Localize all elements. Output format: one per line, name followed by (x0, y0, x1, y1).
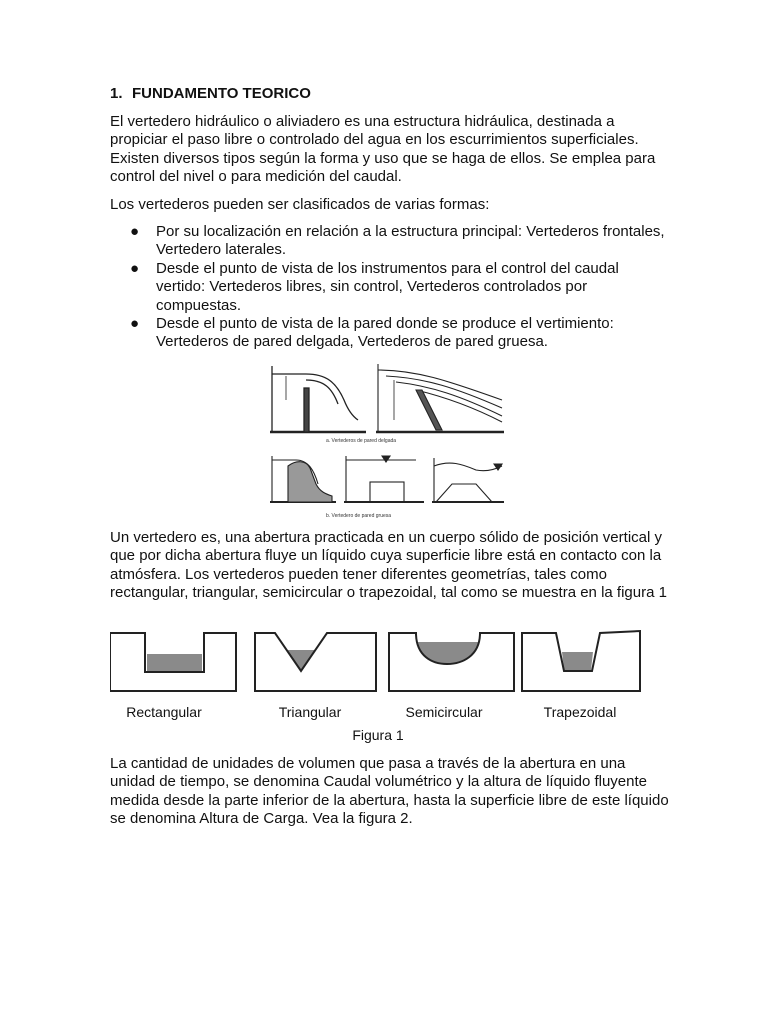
figure-1-caption: Figura 1 (352, 727, 404, 743)
list-item-text: Desde el punto de vista de los instrumentos para el control del caudal vertido: Vertederos libres, sin control, Vertederos controlados por compuestas. (156, 259, 619, 314)
bullet-icon: ● (130, 315, 140, 333)
bullet-icon: ● (130, 259, 140, 277)
list-item (110, 260, 670, 315)
figure-1-weir-geometries (110, 628, 650, 746)
rectangular-weir-shape (110, 633, 236, 691)
paragraph-flow-definition: La cantidad de unidades de volumen que pasa a través de la abertura en una unidad de tiempo, se denomina Caudal volumétrico y la altura de líquido fluyente medida desde la parte inferior de la abertura, hasta la superficie libre de este líquido se denomina Altura de Carga. Vea la figura 2. (110, 755, 669, 828)
section-title: FUNDAMENTO TEORICO (132, 85, 311, 102)
triangular-weir-shape (255, 633, 376, 691)
label-triangular: Triangular (278, 704, 342, 720)
broad-crested-weir-sketch-3 (432, 458, 504, 502)
trapezoidal-weir-shape (522, 631, 640, 691)
section-number: 1. (110, 85, 123, 102)
weir-types-figure (266, 360, 506, 520)
list-item-text: Por su localización en relación a la estructura principal: Vertederos frontales, Vertedero laterales. (156, 223, 665, 259)
paragraph-definition: El vertedero hidráulico o aliviadero es una estructura hidráulica, destinada a propiciar el paso libre o controlado del agua en los escurrimientos superficiales. Existen diversos tipos según la forma y uso que se haga de ellos. Se emplea para control del nivel o para medición del caudal. (110, 113, 656, 186)
list-item-text: Desde el punto de vista de la pared donde se produce el vertimiento: Vertederos de pared delgada, Vertederos de pared gruesa. (156, 315, 614, 351)
paragraph-weir-definition: Un vertedero es, una abertura practicada en un cuerpo sólido de posición vertical y que por dicha abertura fluye un líquido cuya superficie libre está en contacto con la atmósfera. Los vertederos pueden tener diferentes geometrías, tales como rectangular, triangular, semicircular o trapezoidal, tal como se muestra en la figura 1 (110, 529, 667, 602)
label-trapezoidal: Trapezoidal (543, 704, 617, 720)
thin-wall-caption: a. Vertederos de pared delgada (326, 438, 397, 444)
thin-wall-weir-sketch-1 (270, 366, 366, 432)
paragraph-classification-intro: Los vertederos pueden ser clasificados de varias formas: (110, 196, 490, 213)
thin-wall-weir-sketch-2 (376, 364, 504, 432)
label-rectangular: Rectangular (126, 704, 202, 720)
broad-crested-caption: b. Vertedero de pared gruesa (326, 513, 392, 519)
broad-crested-weir-sketch-1 (270, 456, 336, 502)
broad-crested-weir-sketch-2 (344, 456, 424, 502)
bullet-icon: ● (130, 223, 140, 240)
semicircular-weir-shape (389, 633, 514, 691)
label-semicircular: Semicircular (405, 704, 483, 720)
classification-list (110, 223, 670, 352)
section-heading (110, 85, 311, 102)
list-item (110, 223, 670, 260)
list-item (110, 315, 670, 352)
